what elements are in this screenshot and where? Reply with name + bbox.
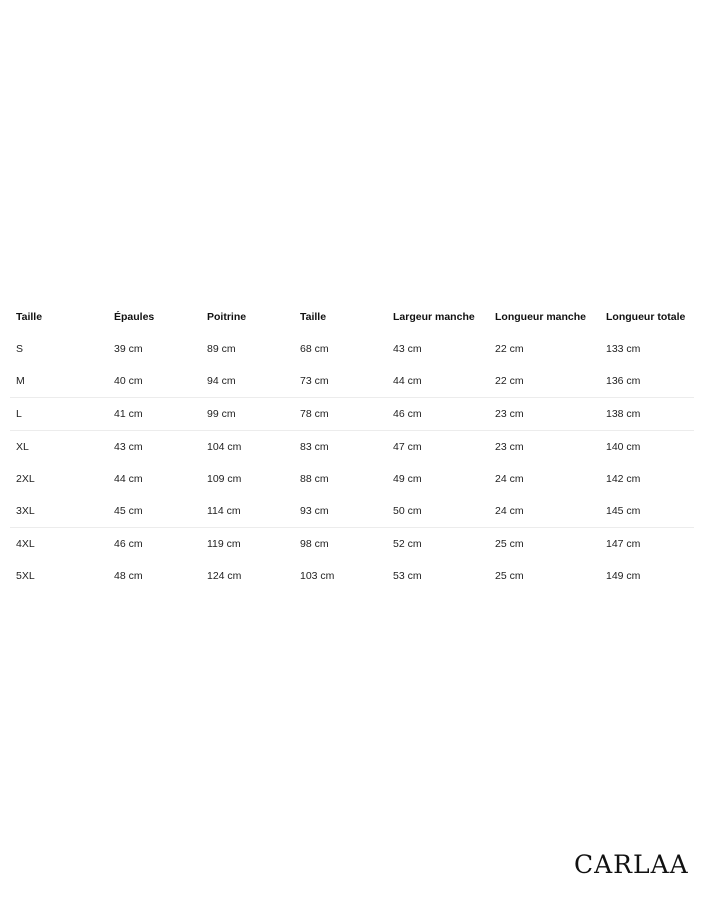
table-row [10,431,694,464]
cell-size: L [10,398,108,431]
cell-shoulders: 44 cm [114,473,143,485]
cell-waist: 88 cm [300,473,329,485]
cell-chest: 124 cm [207,570,242,582]
cell-sleeve-length: 24 cm [495,505,524,517]
cell-total-length: 149 cm [606,570,641,582]
cell-size: 4XL [10,528,108,561]
header-waist: Taille [300,311,327,323]
cell-shoulders: 41 cm [108,398,201,431]
cell-chest: 94 cm [207,375,236,387]
cell-size: XL [10,431,108,464]
table-row [10,560,694,592]
cell-total-length: 145 cm [606,505,641,517]
cell-chest: 99 cm [201,398,294,431]
cell-sleeve-length: 24 cm [495,473,524,485]
cell-size: M [16,375,25,387]
cell-size: 5XL [16,570,35,582]
table-header-row [10,301,694,333]
table-row [10,333,694,365]
cell-total-length: 140 cm [600,431,694,464]
header-sleeve-width: Largeur manche [393,311,475,323]
cell-chest: 114 cm [207,505,241,517]
cell-shoulders: 40 cm [114,375,143,387]
table-row [10,495,694,528]
cell-shoulders: 48 cm [114,570,143,582]
cell-shoulders: 46 cm [108,528,201,561]
cell-sleeve-length: 22 cm [495,343,524,355]
cell-total-length: 136 cm [606,375,641,387]
cell-shoulders: 39 cm [114,343,143,355]
cell-shoulders: 43 cm [108,431,201,464]
cell-size: S [16,343,24,355]
table-row [10,528,694,561]
size-chart-table [10,301,694,592]
cell-waist: 93 cm [300,505,329,517]
cell-sleeve-width: 53 cm [393,570,422,582]
cell-total-length: 147 cm [600,528,694,561]
cell-size: 3XL [16,505,35,517]
cell-sleeve-length: 25 cm [489,528,600,561]
cell-chest: 109 cm [207,473,242,485]
table-row [10,365,694,398]
cell-chest: 89 cm [207,343,236,355]
cell-total-length: 138 cm [600,398,694,431]
header-shoulders: Épaules [114,311,155,323]
cell-sleeve-length: 22 cm [495,375,524,387]
cell-sleeve-width: 46 cm [387,398,489,431]
cell-sleeve-length: 23 cm [489,398,600,431]
cell-chest: 119 cm [201,528,294,561]
cell-waist: 73 cm [300,375,329,387]
header-chest: Poitrine [207,311,247,323]
cell-chest: 104 cm [201,431,294,464]
cell-sleeve-width: 49 cm [393,473,422,485]
cell-sleeve-width: 50 cm [393,505,422,517]
cell-total-length: 133 cm [606,343,641,355]
cell-waist: 78 cm [294,398,387,431]
cell-sleeve-width: 44 cm [393,375,422,387]
cell-waist: 98 cm [294,528,387,561]
header-size: Taille [16,311,43,323]
cell-sleeve-length: 23 cm [489,431,600,464]
header-total-length: Longueur totale [606,311,686,323]
cell-total-length: 142 cm [606,473,641,485]
cell-shoulders: 45 cm [114,505,143,517]
cell-waist: 83 cm [294,431,387,464]
table-row [10,463,694,495]
cell-waist: 103 cm [300,570,335,582]
brand-logo: CARLAA [574,850,689,879]
cell-size: 2XL [16,473,35,485]
table-row [10,398,694,431]
cell-sleeve-width: 52 cm [387,528,489,561]
cell-waist: 68 cm [300,343,329,355]
header-sleeve-length: Longueur manche [495,311,587,323]
cell-sleeve-length: 25 cm [495,570,524,582]
cell-sleeve-width: 47 cm [387,431,489,464]
cell-sleeve-width: 43 cm [393,343,422,355]
